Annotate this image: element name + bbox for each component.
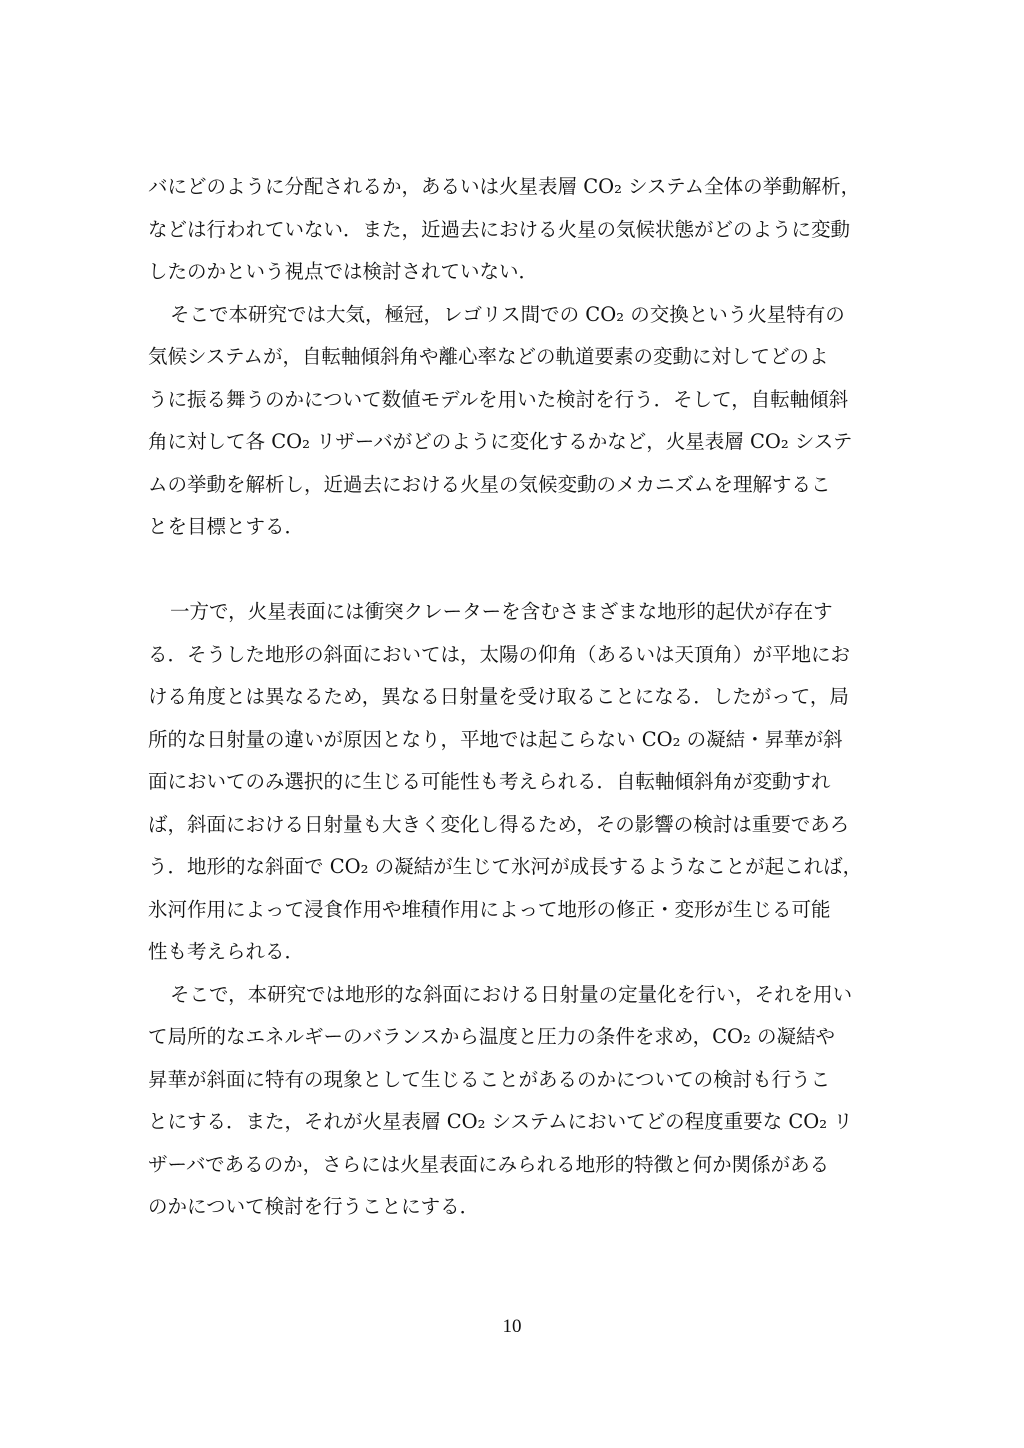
text-line: ば，斜面における日射量も大きく変化し得るため，その影響の検討は重要であろ [148,812,850,836]
text-line: などは行われていない．また，近過去における火星の気候状態がどのように変動 [148,217,851,241]
page-body [148,166,888,1229]
text-line: る．そうした地形の斜面においては，太陽の仰角（あるいは天頂角）が平地にお [148,642,851,666]
text-line: そこで，本研究では地形的な斜面における日射量の定量化を行い，それを用い [170,982,853,1006]
text-line: ける角度とは異なるため，異なる日射量を受け取ることになる．したがって，局 [148,685,849,708]
page-number: 10 [502,1316,522,1337]
text-line: う．地形的な斜面で CO₂ の凝結が生じて氷河が成長するようなことが起これば， [148,855,863,878]
text-line: そこで本研究では大気，極冠，レゴリス間での CO₂ の交換という火星特有の [170,302,845,326]
text-line: とを目標とする． [148,515,305,538]
paragraph [148,974,888,1229]
text-line: 一方で，火星表面には衝突クレーターを含むさまざまな地形的起伏が存在す [170,600,833,623]
text-line: 氷河作用によって浸食作用や堆積作用によって地形の修正・変形が生じる可能 [148,897,831,921]
paragraph-gap [148,549,888,592]
text-line: バにどのように分配されるか，あるいは火星表層 CO₂ システム全体の挙動解析， [148,175,861,198]
text-line: 所的な日射量の違いが原因となり，平地では起こらない CO₂ の凝結・昇華が斜 [148,727,843,751]
text-line: 気候システムが，自転軸傾斜角や離心率などの軌道要素の変動に対してどのよ [148,345,829,368]
text-line: 面においてのみ選択的に生じる可能性も考えられる．自転軸傾斜角が変動すれ [148,770,831,793]
text-line: したのかという視点では検討されていない． [148,260,539,283]
text-line: のかについて検討を行うことにする． [148,1195,480,1218]
text-line: 昇華が斜面に特有の現象として生じることがあるのかについての検討も行うこ [148,1067,831,1091]
text-line: ザーバであるのか，さらには火星表面にみられる地形的特徴と何か関係がある [148,1152,830,1176]
paragraph [148,591,888,974]
paragraph [148,166,888,294]
paragraph [148,294,888,549]
text-line: 性も考えられる． [148,940,305,963]
text-line: とにする．また，それが火星表層 CO₂ システムにおいてどの程度重要な CO₂ リ [148,1110,853,1133]
text-line: うに振る舞うのかについて数値モデルを用いた検討を行う．そして，自転軸傾斜 [148,387,849,411]
text-line: て局所的なエネルギーのバランスから温度と圧力の条件を求め，CO₂ の凝結や [148,1025,836,1048]
text-line: 角に対して各 CO₂ リザーバがどのように変化するかなど，火星表層 CO₂ システ [148,430,853,453]
text-line: ムの挙動を解析し，近過去における火星の気候変動のメカニズムを理解するこ [148,472,831,496]
